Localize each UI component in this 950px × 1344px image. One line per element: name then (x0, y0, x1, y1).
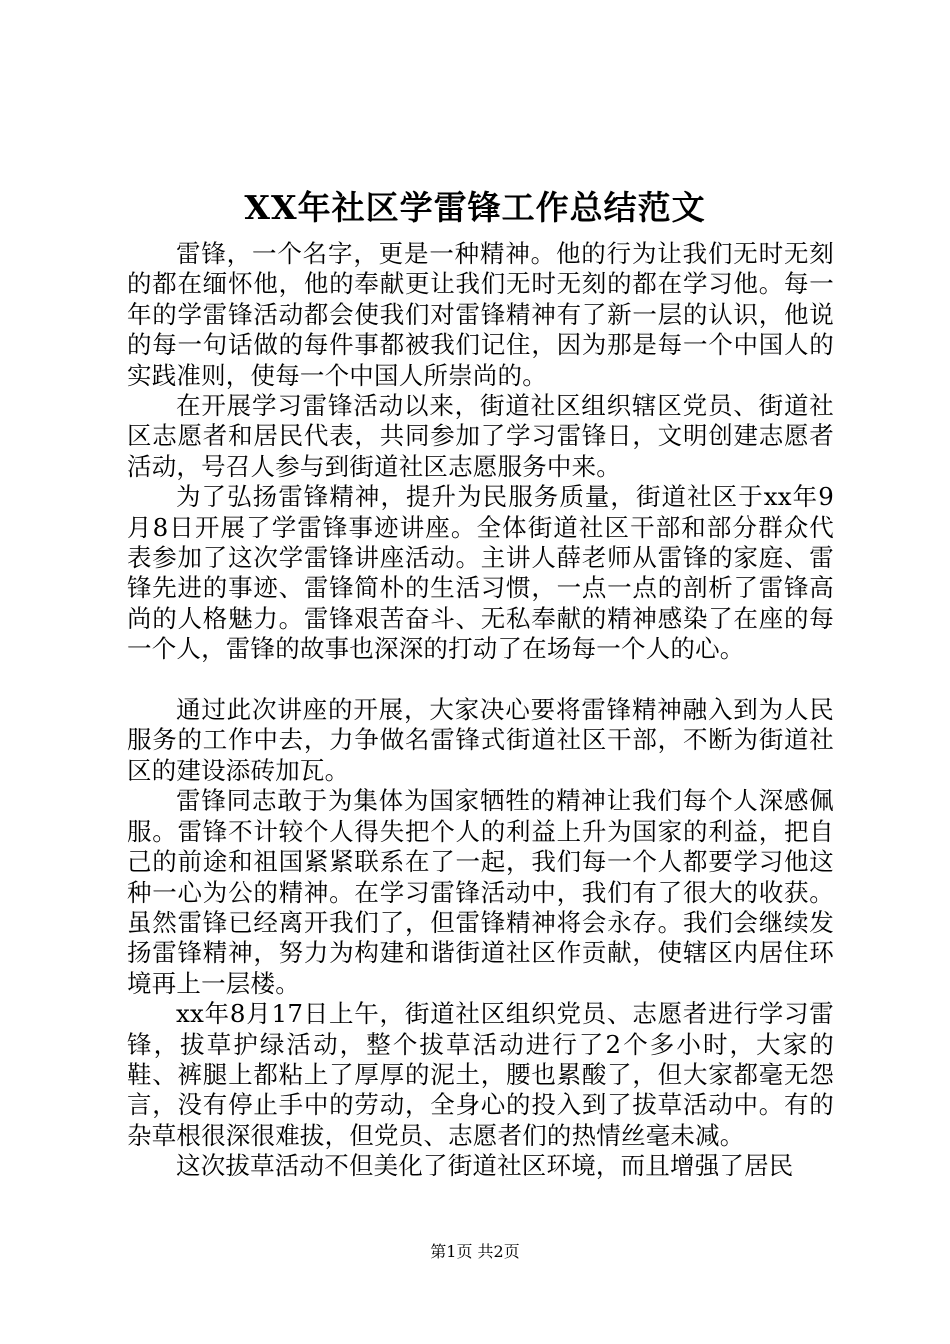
paragraph-7: 这次拔草活动不但美化了街道社区环境，而且增强了居民 (176, 1151, 794, 1181)
paragraph-6: xx年8月17日上午，街道社区组织党员、志愿者进行学习雷锋，拔草护绿活动，整个拔草活动进行了2个多小时，大家的鞋、裤腿上都粘上了厚厚的泥土，腰也累酸了，但大家都毫无怨言，没有停止手中的劳动，全身心的投入到了拔草活动中。有的杂草根很深很难拔，但党员、志愿者们的热情丝毫未减。 (127, 999, 834, 1150)
document-body (127, 239, 834, 1182)
page-number: 第1页 共2页 (430, 1242, 520, 1261)
paragraph-4: 通过此次讲座的开展，大家决心要将雷锋精神融入到为人民服务的工作中去，力争做名雷锋式街道社区干部，不断为街道社区的建设添砖加瓦。 (127, 695, 834, 785)
paragraph-2: 在开展学习雷锋活动以来，街道社区组织辖区党员、街道社区志愿者和居民代表，共同参加了学习雷锋日，文明创建志愿者活动，号召人参与到街道社区志愿服务中来。 (127, 391, 834, 481)
document-title: XX年社区学雷锋工作总结范文 (244, 188, 706, 227)
paragraph-5: 雷锋同志敢于为集体为国家牺牲的精神让我们每个人深感佩服。雷锋不计较个人得失把个人的利益上升为国家的利益，把自己的前途和祖国紧紧联系在了一起，我们每一个人都要学习他这种一心为公的精神。在学习雷锋活动中，我们有了很大的收获。虽然雷锋已经离开我们了，但雷锋精神将会永存。我们会继续发扬雷锋精神，努力为构建和谐街道社区作贡献，使辖区内居住环境再上一层楼。 (127, 786, 834, 998)
paragraph-3: 为了弘扬雷锋精神，提升为民服务质量，街道社区于xx年9月8日开展了学雷锋事迹讲座。全体街道社区干部和部分群众代表参加了这次学雷锋讲座活动。主讲人薛老师从雷锋的家庭、雷锋先进的事迹、雷锋简朴的生活习惯，一点一点的剖析了雷锋高尚的人格魅力。雷锋艰苦奋斗、无私奉献的精神感染了在座的每一个人，雷锋的故事也深深的打动了在场每一个人的心。 (127, 482, 834, 664)
paragraph-1: 雷锋，一个名字，更是一种精神。他的行为让我们无时无刻的都在缅怀他，他的奉献更让我们无时无刻的都在学习他。每一年的学雷锋活动都会使我们对雷锋精神有了新一层的认识，他说的每一句话做的每件事都被我们记住，因为那是每一个中国人的实践准则，使每一个中国人所崇尚的。 (127, 239, 834, 390)
